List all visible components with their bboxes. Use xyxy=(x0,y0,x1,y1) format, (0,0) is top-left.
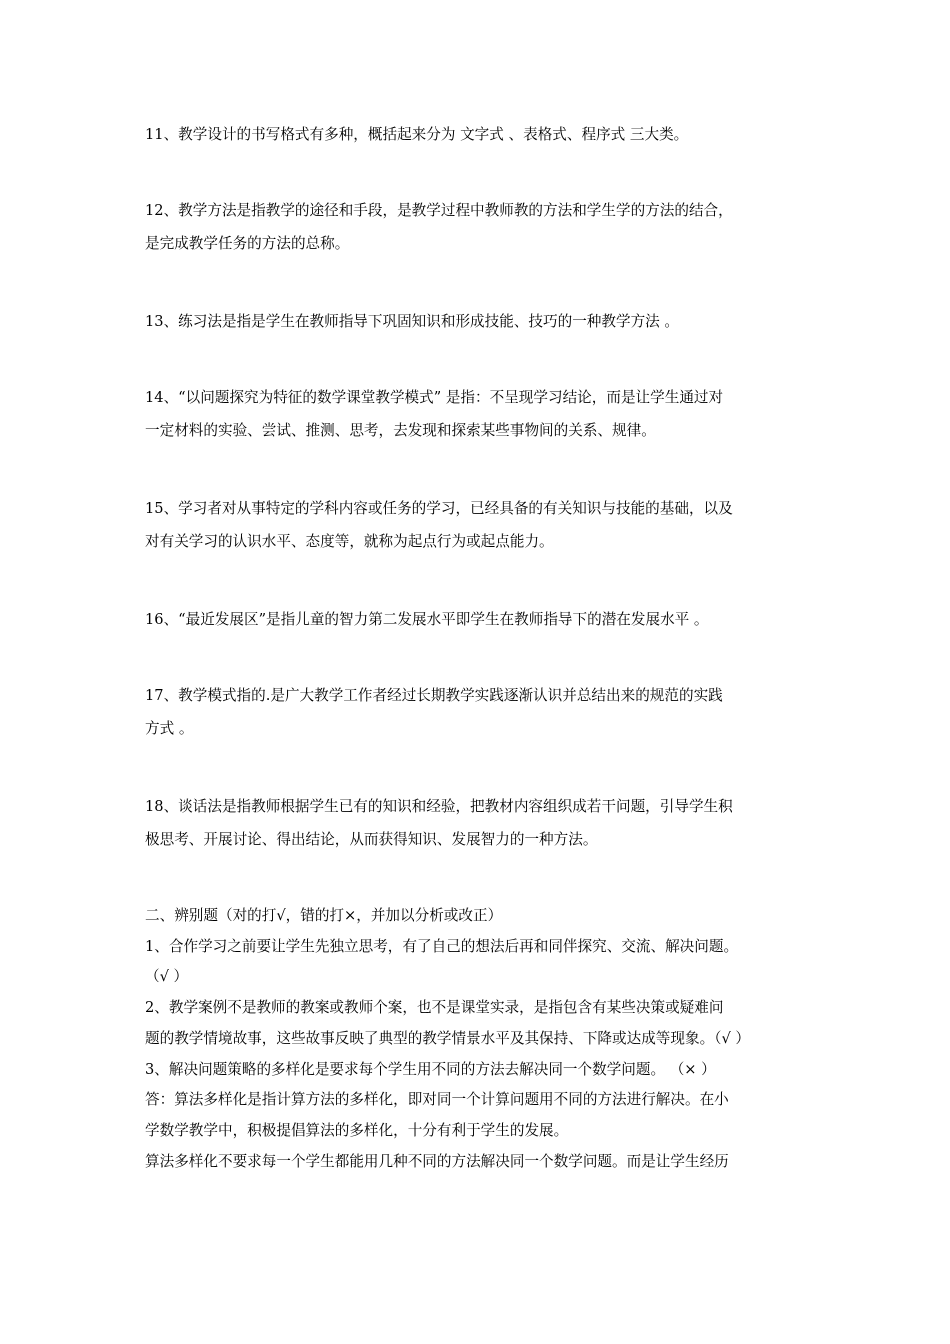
text-line: 16、“最近发展区”是指儿童的智力第二发展水平即学生在教师指导下的潜在发展水平 。 xyxy=(145,611,709,628)
text-line: 极思考、开展讨论、得出结论，从而获得知识、发展智力的一种方法。 xyxy=(145,831,598,848)
text-line: 算法多样化不要求每一个学生都能用几种不同的方法解决同一个数学问题。而是让学生经历 xyxy=(145,1152,729,1170)
text-line: 12、教学方法是指教学的途径和手段，是教学过程中教师教的方法和学生学的方法的结合， xyxy=(145,202,733,219)
text-line: 13、练习法是指是学生在教师指导下巩固知识和形成技能、技巧的一种教学方法 。 xyxy=(145,313,679,330)
text-line: 是完成教学任务的方法的总称。 xyxy=(145,235,350,252)
text-line: 学数学教学中，积极提倡算法的多样化，十分有利于学生的发展。 xyxy=(145,1121,569,1139)
fill-item-14 xyxy=(145,381,813,447)
text-line: 方式 。 xyxy=(145,720,194,737)
text-line: 1、合作学习之前要让学生先独立思考，有了自己的想法后再和同伴探究、交流、解决问题。 xyxy=(145,937,739,955)
fill-item-18 xyxy=(145,790,813,856)
text-line: 对有关学习的认识水平、态度等，就称为起点行为或起点能力。 xyxy=(145,533,554,550)
text-line: 17、教学模式指的.是广大教学工作者经过长期教学实践逐渐认识并总结出来的规范的实践 xyxy=(145,687,723,704)
text-line: 2、教学案例不是教师的教案或教师个案，也不是课堂实录，是指包含有某些决策或疑难问 xyxy=(145,999,724,1017)
text-line: 答：算法多样化是指计算方法的多样化，即对同一个计算问题用不同的方法进行解决。在小 xyxy=(145,1091,729,1109)
text-line: 3、解决问题策略的多样化是要求每个学生用不同的方法去解决同一个数学问题。 （× ） xyxy=(145,1060,716,1078)
section-heading: 二、辨别题（对的打√，错的打×，并加以分析或改正） xyxy=(145,907,503,924)
text-line: 题的教学情境故事，这些故事反映了典型的教学情景水平及其保持、下降或达成等现象。（√ ） xyxy=(145,1029,750,1047)
fill-item-11 xyxy=(145,118,813,151)
fill-item-16 xyxy=(145,603,813,636)
fill-item-13 xyxy=(145,305,813,338)
fill-item-15 xyxy=(145,492,813,558)
text-line: 14、“以问题探究为特征的数学课堂教学模式” 是指：不呈现学习结论，而是让学生通过对 xyxy=(145,389,724,406)
text-line: 一定材料的实验、尝试、推测、思考，去发现和探索某些事物间的关系、规律。 xyxy=(145,422,656,439)
section-judgement xyxy=(145,901,813,1177)
text-line: 11、教学设计的书写格式有多种，概括起来分为 文字式 、表格式、程序式 三大类。 xyxy=(145,126,689,143)
text-line: 15、学习者对从事特定的学科内容或任务的学习，已经具备的有关知识与技能的基础，以及 xyxy=(145,500,733,517)
fill-item-17 xyxy=(145,679,813,745)
fill-item-12 xyxy=(145,194,813,260)
text-line: （√ ） xyxy=(145,968,189,986)
text-line: 18、谈话法是指教师根据学生已有的知识和经验，把教材内容组织成若干问题，引导学生积 xyxy=(145,798,733,815)
